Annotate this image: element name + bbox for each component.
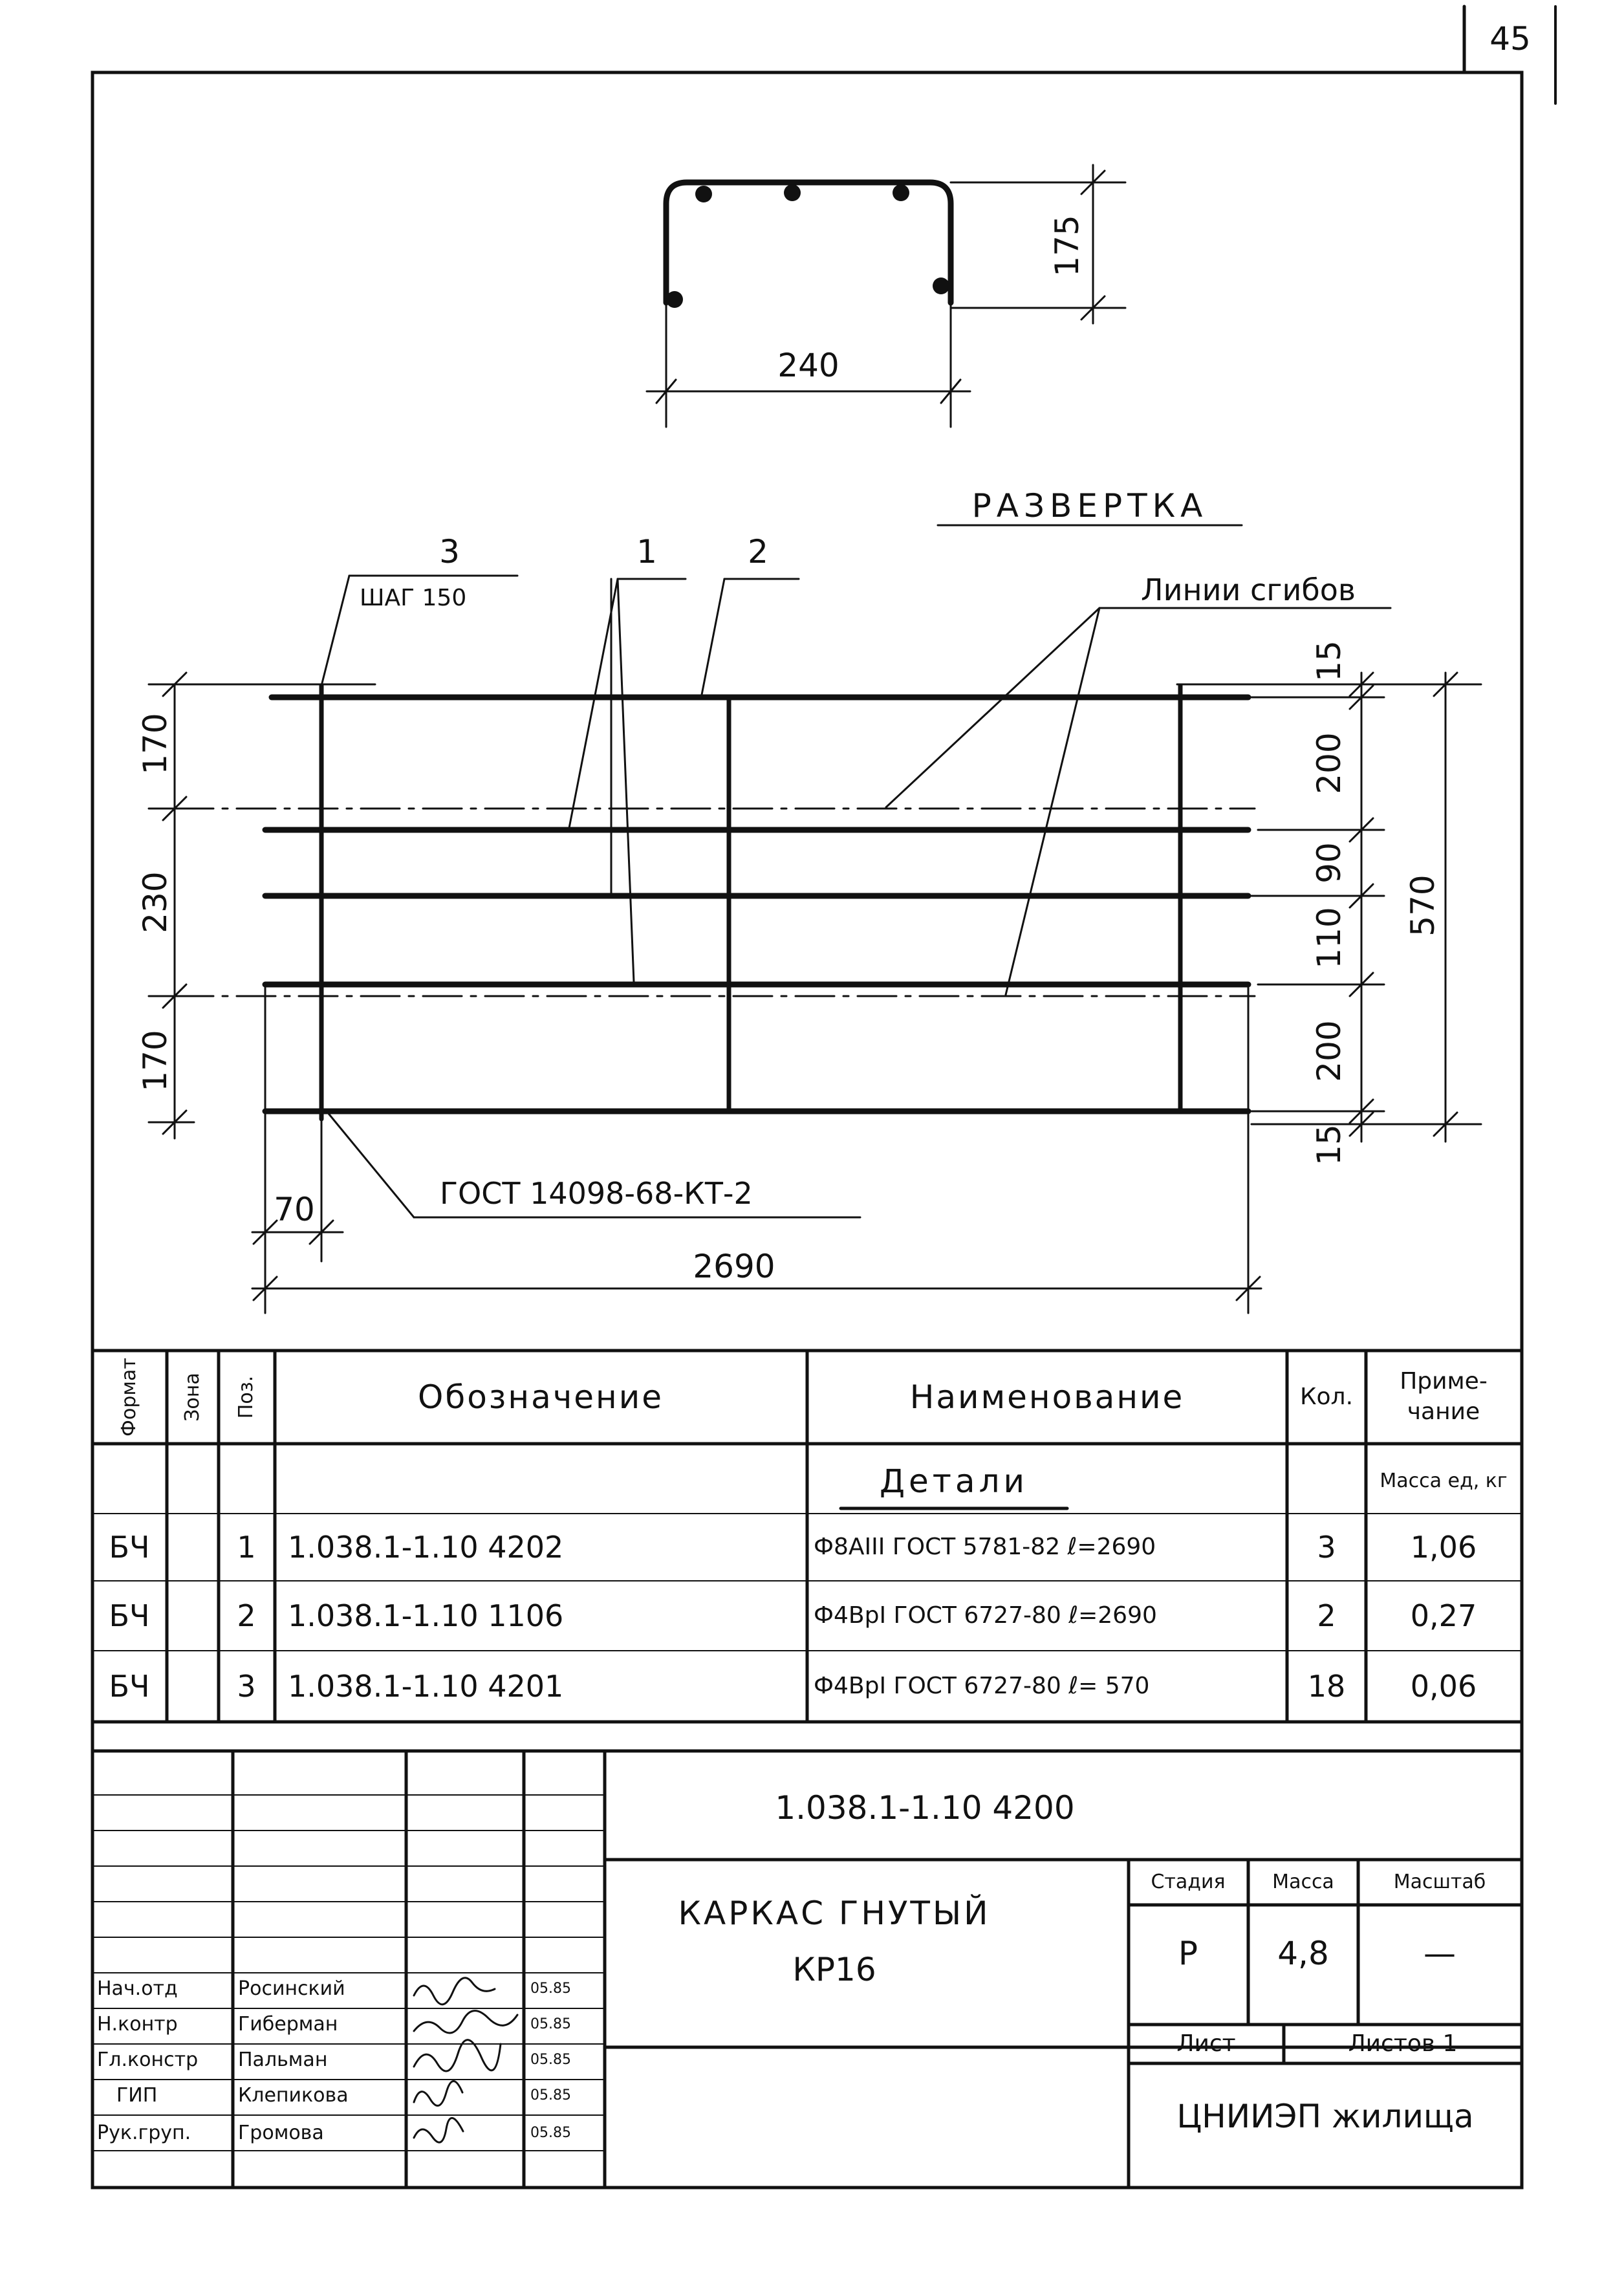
row2-name: Ф4ВрI ГОСТ 6727-80 ℓ=2690 <box>814 1602 1157 1629</box>
sig2-date: 05.85 <box>530 2016 571 2032</box>
sheets-label: Листов 1 <box>1348 2030 1458 2057</box>
row1-designation: 1.038.1-1.10 4202 <box>288 1530 564 1565</box>
callout-pos3-note: ШАГ 150 <box>360 585 467 611</box>
callout-fold-lines: Линии сгибов <box>1141 572 1356 607</box>
row2-note: 0,27 <box>1410 1598 1477 1633</box>
section-title-details: Детали <box>879 1462 1029 1500</box>
row3-note: 0,06 <box>1410 1669 1477 1704</box>
row3-format: БЧ <box>109 1669 150 1704</box>
offset-dim: 70 <box>274 1191 315 1228</box>
sig3-date: 05.85 <box>530 2052 571 2068</box>
mass-value: 4,8 <box>1277 1935 1329 1972</box>
row2-designation: 1.038.1-1.10 1106 <box>288 1598 564 1633</box>
organization: ЦНИИЭП жилища <box>1176 2098 1474 2135</box>
section-height-dim: 175 <box>1048 215 1086 277</box>
stage-value: Р <box>1178 1935 1198 1972</box>
scale-value: — <box>1424 1935 1456 1972</box>
row3-name: Ф4ВрI ГОСТ 6727-80 ℓ= 570 <box>814 1673 1150 1699</box>
right-dim-6: 15 <box>1310 1124 1348 1166</box>
right-dim-4: 110 <box>1310 907 1348 969</box>
header-designation: Обозначение <box>418 1378 664 1416</box>
section-width-dim: 240 <box>777 347 839 384</box>
sig1-date: 05.85 <box>530 1981 571 1997</box>
row3-designation: 1.038.1-1.10 4201 <box>288 1669 564 1704</box>
sig1-name: Росинский <box>238 1977 345 2000</box>
row2-pos: 2 <box>237 1598 256 1633</box>
callout-weld-standard: ГОСТ 14098-68-КТ-2 <box>440 1176 753 1211</box>
sig4-name: Клепикова <box>238 2084 349 2107</box>
sig2-role: Н.контр <box>97 2013 178 2036</box>
row1-name: Ф8АIII ГОСТ 5781-82 ℓ=2690 <box>814 1534 1156 1560</box>
sheet-label: Лист <box>1176 2030 1236 2057</box>
sig5-role: Рук.груп. <box>97 2122 191 2144</box>
callout-pos1: 1 <box>636 533 657 571</box>
left-dim-2: 230 <box>136 871 174 933</box>
row1-qty: 3 <box>1317 1530 1336 1565</box>
right-dim-2: 200 <box>1310 732 1348 794</box>
row2-format: БЧ <box>109 1598 150 1633</box>
title-line1: КАРКАС ГНУТЫЙ <box>678 1895 991 1932</box>
header-name: Наименование <box>909 1378 1185 1416</box>
mass-unit-note: Масса ед, кг <box>1380 1470 1508 1492</box>
sig1-role: Нач.отд <box>97 1977 178 2000</box>
overall-height-dim: 570 <box>1404 875 1442 937</box>
signatures-scribbles <box>414 1978 517 2142</box>
cross-wires <box>321 686 1180 1119</box>
sig2-name: Гиберман <box>238 2013 338 2036</box>
row3-pos: 3 <box>237 1669 256 1704</box>
page-number: 45 <box>1489 20 1531 58</box>
title-line2: КР16 <box>792 1951 876 1988</box>
unfolding-bars <box>265 697 1248 1111</box>
unfolding-title: РАЗВЕРТКА <box>971 487 1208 525</box>
header-qty: Кол. <box>1299 1384 1354 1410</box>
row2-qty: 2 <box>1317 1598 1336 1633</box>
sig3-name: Пальман <box>238 2048 328 2071</box>
header-zone: Зона <box>181 1373 204 1422</box>
sig4-date: 05.85 <box>530 2087 571 2103</box>
overall-length-dim: 2690 <box>693 1248 775 1285</box>
left-dim-3: 170 <box>136 1030 174 1092</box>
sig3-role: Гл.констр <box>97 2048 199 2071</box>
row1-format: БЧ <box>109 1530 150 1565</box>
sig5-name: Громова <box>238 2122 324 2144</box>
document-code: 1.038.1-1.10 4200 <box>775 1789 1075 1827</box>
section-bars <box>666 184 949 308</box>
right-dim-1: 15 <box>1310 640 1348 682</box>
callout-pos3: 3 <box>439 533 460 571</box>
scale-label: Масштаб <box>1393 1871 1486 1893</box>
callout-pos2: 2 <box>748 533 768 571</box>
right-dim-5: 200 <box>1310 1020 1348 1082</box>
row1-note: 1,06 <box>1410 1530 1477 1565</box>
sig5-date: 05.85 <box>530 2125 571 2141</box>
header-format: Формат <box>118 1358 140 1437</box>
left-dim-1: 170 <box>136 713 174 775</box>
header-note: Приме-чание <box>1400 1368 1488 1425</box>
sig4-role: ГИП <box>116 2084 158 2107</box>
stage-label: Стадия <box>1151 1871 1226 1893</box>
right-dim-3: 90 <box>1310 842 1348 884</box>
fold-lines <box>175 809 1255 996</box>
header-pos: Поз. <box>235 1375 257 1419</box>
row3-qty: 18 <box>1307 1669 1346 1704</box>
mass-label: Масса <box>1272 1871 1334 1893</box>
row1-pos: 1 <box>237 1530 256 1565</box>
